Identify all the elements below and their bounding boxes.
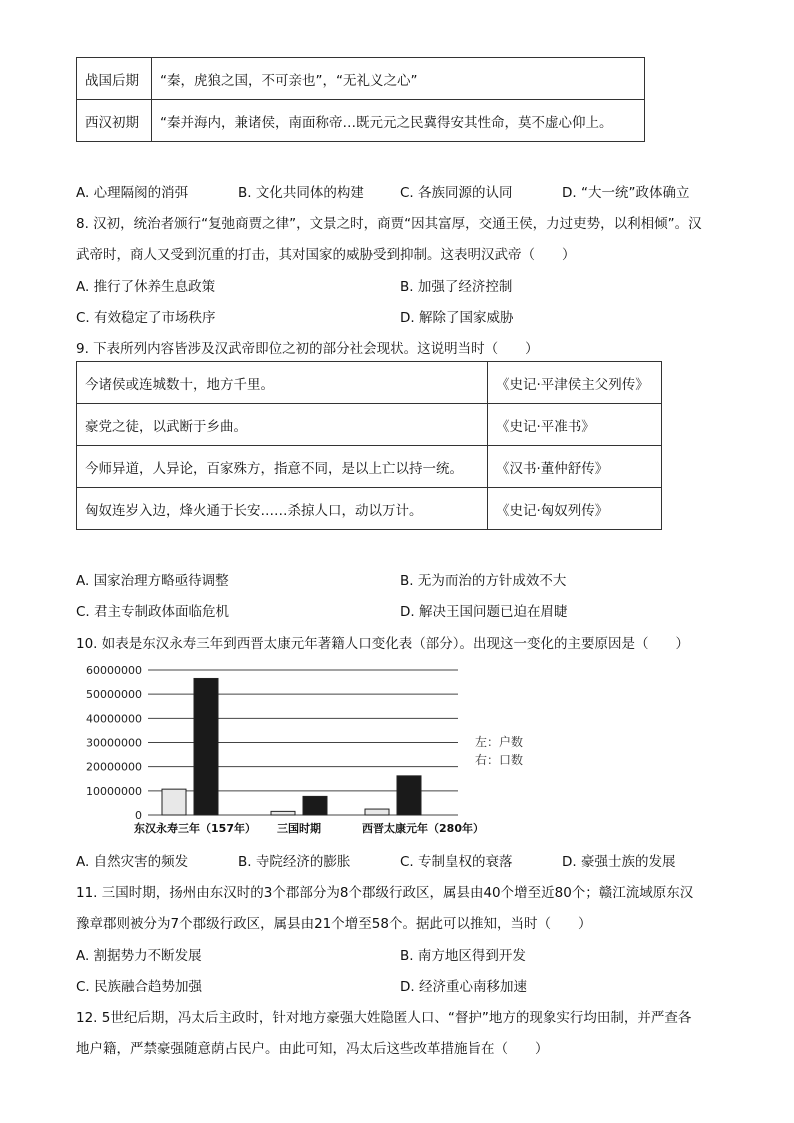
- option-a[interactable]: A. 推行了休养生息政策: [76, 279, 216, 295]
- source-text: 今师异道，人异论，百家殊方，指意不同，是以上亡以持一统。: [77, 446, 488, 488]
- y-tick-label: 20000000: [86, 760, 142, 774]
- quote-cell: “秦，虎狼之国，不可亲也”，“无礼义之心”: [152, 58, 645, 100]
- chart-legend: [475, 734, 523, 767]
- option-a[interactable]: A. 心理隔阂的消弭: [76, 185, 189, 201]
- option-d[interactable]: D. “大一统”政体确立: [562, 185, 690, 201]
- option-c[interactable]: C. 民族融合趋势加强: [76, 979, 203, 995]
- option-d[interactable]: D. 经济重心南移加速: [400, 979, 527, 995]
- source-citation: 《史记·匈奴列传》: [488, 488, 662, 530]
- y-tick-label: 60000000: [86, 664, 142, 677]
- q9-stem: 9. 下表所列内容皆涉及汉武帝即位之初的部分社会现状。这说明当时（ ）: [76, 341, 539, 357]
- chart-y-ticks: [86, 664, 142, 822]
- source-text: 今诸侯或连城数十，地方千里。: [77, 362, 488, 404]
- option-b[interactable]: B. 无为而治的方针成效不大: [400, 573, 567, 589]
- option-b[interactable]: B. 南方地区得到开发: [400, 948, 526, 964]
- q8-stem-line2: 武帝时，商人又受到沉重的打击，其对国家的威胁受到抑制。这表明汉武帝（ ）: [76, 247, 576, 263]
- q11-stem-line1: 11. 三国时期，扬州由东汉时的3个郡部分为8个郡级行政区，属县由40个增至近80个；赣江流域原东汉: [76, 885, 694, 901]
- option-b[interactable]: B. 加强了经济控制: [400, 279, 513, 295]
- y-tick-label: 10000000: [86, 784, 142, 798]
- y-tick-label: 0: [135, 809, 142, 822]
- option-c[interactable]: C. 专制皇权的衰落: [400, 854, 513, 870]
- chart-bars: [162, 678, 421, 815]
- bar-population: [397, 776, 421, 815]
- period-cell: 战国后期: [77, 58, 152, 100]
- q11-stem-line2: 豫章郡则被分为7个郡级行政区，属县由21个增至58个。据此可以推知，当时（ ）: [76, 916, 592, 932]
- x-category-label: 西晋太康元年（280年）: [362, 822, 484, 835]
- bar-population: [303, 796, 327, 815]
- option-a[interactable]: A. 割据势力不断发展: [76, 948, 202, 964]
- bar-households: [162, 789, 186, 815]
- option-a[interactable]: A. 国家治理方略亟待调整: [76, 573, 229, 589]
- q8-stem-line1: 8. 汉初，统治者颁行“复弛商贾之律”，文景之时，商贾“因其富厚，交通王侯，力过吏势，以利相倾”。汉: [76, 216, 702, 232]
- chart-x-labels: [134, 821, 484, 835]
- y-tick-label: 30000000: [86, 736, 142, 750]
- source-text: 豪党之徒，以武断于乡曲。: [77, 404, 488, 446]
- y-tick-label: 40000000: [86, 712, 142, 726]
- option-d[interactable]: D. 豪强士族的发展: [562, 854, 676, 870]
- x-category-label: 东汉永寿三年（157年）: [134, 822, 256, 835]
- q12-stem-line2: 地户籍，严禁豪强随意荫占民户。由此可知，冯太后这些改革措施旨在（ ）: [76, 1041, 549, 1057]
- source-table: [76, 361, 662, 530]
- source-citation: 《汉书·董仲舒传》: [488, 446, 662, 488]
- source-citation: 《史记·平津侯主父列传》: [488, 362, 662, 404]
- period-cell: 西汉初期: [77, 100, 152, 142]
- option-d[interactable]: D. 解除了国家威胁: [400, 310, 514, 326]
- option-b[interactable]: B. 文化共同体的构建: [238, 185, 364, 201]
- source-text: 匈奴连岁入边，烽火通于长安……杀掠人口，动以万计。: [77, 488, 488, 530]
- q10-stem: 10. 如表是东汉永寿三年到西晋太康元年著籍人口变化表（部分）。出现这一变化的主要原因是（ ）: [76, 636, 690, 652]
- population-bar-chart: [70, 660, 550, 840]
- option-a[interactable]: A. 自然灾害的频发: [76, 854, 189, 870]
- bar-population: [194, 678, 218, 815]
- bar-households: [271, 811, 295, 815]
- legend-label: 左：户数: [475, 735, 524, 749]
- option-c[interactable]: C. 各族同源的认同: [400, 185, 513, 201]
- option-c[interactable]: C. 有效稳定了市场秩序: [76, 310, 216, 326]
- option-b[interactable]: B. 寺院经济的膨胀: [238, 854, 351, 870]
- y-tick-label: 50000000: [86, 688, 142, 702]
- option-c[interactable]: C. 君主专制政体面临危机: [76, 604, 230, 620]
- legend-label: 右：口数: [475, 753, 524, 767]
- x-category-label: 三国时期: [277, 822, 321, 835]
- quote-cell: “秦并海内，兼诸侯，南面称帝…既元元之民冀得安其性命，莫不虚心仰上。: [152, 100, 645, 142]
- q12-stem-line1: 12. 5世纪后期，冯太后主政时，针对地方豪强大姓隐匿人口、“督护”地方的现象实行均田制，并严查各: [76, 1010, 692, 1026]
- quote-table: [76, 57, 645, 142]
- source-citation: 《史记·平准书》: [488, 404, 662, 446]
- bar-households: [365, 809, 389, 815]
- option-d[interactable]: D. 解决王国问题已迫在眉睫: [400, 604, 568, 620]
